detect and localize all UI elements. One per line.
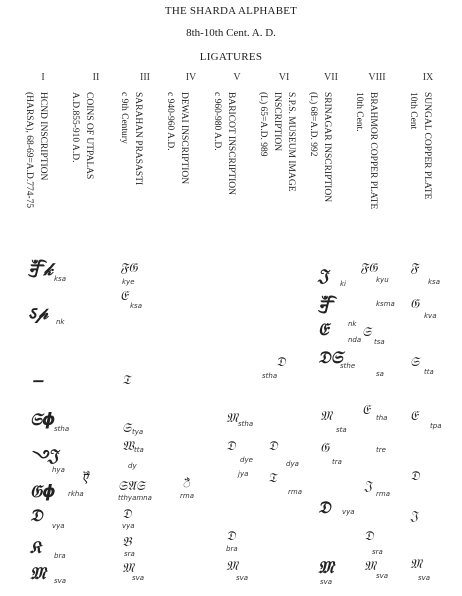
heading-line: A.D.855-910 A.D.	[70, 92, 80, 163]
transliteration-label: ksma	[376, 300, 395, 308]
ligature-glyph: ꣻ	[30, 376, 42, 396]
ligature-glyph: 𝔇	[122, 507, 132, 522]
heading-line: 10th Cent	[408, 92, 418, 130]
ligature-glyph: 𝔎	[30, 538, 42, 558]
ligature-glyph: 𝔅	[122, 535, 132, 550]
transliteration-label: sra	[372, 548, 383, 556]
heading-line: HCND INSCRIPTION	[38, 92, 48, 181]
ligature-glyph: 𝔐	[364, 559, 376, 574]
ligature-glyph: 𝔈	[318, 320, 329, 340]
transliteration-label: kye	[122, 278, 135, 286]
column-numeral: IV	[185, 72, 197, 83]
transliteration-label: kva	[424, 312, 437, 320]
ligature-glyph: 𝔇	[226, 439, 236, 454]
ligature-glyph: 𝔗	[122, 373, 131, 388]
transliteration-label: vya	[122, 522, 135, 530]
column-numeral: VII	[324, 72, 338, 83]
ligature-glyph: 𝔖ɸ	[30, 410, 56, 430]
transliteration-label: vya	[52, 522, 65, 530]
column-heading	[408, 92, 462, 200]
heading-line: (L) 65=A.D. 989	[258, 92, 268, 157]
transliteration-label: dya	[286, 460, 299, 468]
section-title: LIGATURES	[199, 51, 263, 63]
transliteration-label: rma	[376, 490, 390, 498]
ligature-glyph: 𝔉	[410, 261, 419, 276]
transliteration-label: sva	[236, 574, 249, 582]
ligature-glyph: 𝔇	[30, 506, 43, 526]
transliteration-label: vya	[342, 508, 355, 516]
ligature-glyph: 𝔐	[226, 559, 238, 574]
ligature-glyph: 𝔈	[362, 403, 370, 418]
heading-line: DEWAI INSCRIPTION	[179, 92, 189, 185]
ligature-glyph: 𝔇	[410, 469, 420, 484]
ligature-glyph: ꣼𝔍	[30, 446, 59, 466]
transliteration-label: sva	[132, 574, 145, 582]
ligature-glyph: 𝔊ɸ	[30, 482, 56, 502]
heading-line: (L) 68=A.D. 992	[308, 92, 318, 157]
column-numeral: V	[233, 72, 241, 83]
transliteration-label: stha	[262, 372, 278, 380]
column-numeral: I	[41, 72, 45, 83]
transliteration-label: sa	[376, 370, 384, 378]
transliteration-label: ki	[340, 280, 346, 288]
ligature-glyph: 𝔍	[318, 266, 329, 286]
page-title: THE SHARDA ALPHABET	[164, 5, 298, 17]
transliteration-label: hya	[52, 466, 65, 474]
transliteration-label: sva	[320, 578, 333, 586]
transliteration-label: tta	[134, 446, 144, 454]
transliteration-label: sva	[54, 577, 67, 585]
transliteration-label: sta	[336, 426, 347, 434]
transliteration-label: ksa	[130, 302, 142, 310]
ligature-glyph: 𝔇𝔖	[318, 348, 343, 368]
ligature-glyph: 𝔖𝔄𝔖	[118, 479, 145, 494]
heading-line: SARAHAN PRASASTI	[133, 92, 143, 186]
transliteration-label: rma	[288, 488, 302, 496]
transliteration-label: tta	[424, 368, 434, 376]
transliteration-label: ksa	[428, 278, 440, 286]
heading-line: SRINAGAR INSCRIPTION	[322, 92, 332, 203]
transliteration-label: jya	[238, 470, 249, 478]
heading-line: S.P.S. MUSEUM IMAGE	[286, 92, 296, 192]
transliteration-label: kyu	[376, 276, 389, 284]
transliteration-label: dy	[128, 462, 137, 470]
ligature-glyph: 𝔉𝔊	[120, 261, 138, 276]
ligature-glyph: 𝔈	[410, 409, 418, 424]
transliteration-label: sva	[376, 572, 389, 580]
transliteration-label: stha	[238, 420, 254, 428]
ligature-glyph: ꣽ𝓀	[28, 260, 53, 280]
ligature-glyph: 𝔐	[320, 409, 332, 424]
transliteration-label: sva	[418, 574, 431, 582]
transliteration-label: nk	[56, 318, 65, 326]
ligature-glyph: ऽ𝓅	[28, 304, 49, 324]
ligature-glyph: ꣾ	[82, 471, 88, 486]
heading-line: COINS OF UTPALAS	[84, 92, 94, 180]
ligature-glyph: 𝔇	[276, 355, 286, 370]
ligature-glyph: 𝔇	[318, 498, 331, 518]
transliteration-label: stha	[54, 425, 70, 433]
transliteration-label: bra	[54, 552, 66, 560]
heading-line: BRAHMOR COPPER PLATE	[368, 92, 378, 210]
transliteration-label: tya	[132, 428, 144, 436]
ligature-glyph: 𝔇	[226, 529, 236, 544]
ligature-glyph: 𝔐	[122, 561, 134, 576]
transliteration-label: nda	[348, 336, 362, 344]
heading-line: c 9th Century	[119, 92, 129, 144]
ligature-glyph: 𝔗	[268, 471, 277, 486]
heading-line: SUNGAL COPPER PLATE	[422, 92, 432, 200]
column-numeral: III	[140, 72, 150, 83]
transliteration-label: tpa	[430, 422, 442, 430]
ligature-glyph: 𝔖	[362, 325, 372, 340]
transliteration-label: tra	[332, 458, 342, 466]
heading-line: c 940-960 A.D.	[165, 92, 175, 151]
transliteration-label: rkha	[68, 490, 84, 498]
heading-line: (HARSA), 68-69=A.D.774-75	[24, 92, 34, 209]
column-numeral: VIII	[368, 72, 386, 83]
ligature-glyph: 𝔍	[364, 479, 372, 494]
transliteration-label: tha	[376, 414, 388, 422]
transliteration-label: tsa	[374, 338, 385, 346]
ligature-glyph: 𝔐	[318, 558, 334, 578]
transliteration-label: nk	[348, 320, 357, 328]
transliteration-label: sthe	[340, 362, 356, 370]
ligature-glyph: 𝔐	[410, 557, 422, 572]
ligature-glyph: ꣿ	[182, 477, 190, 492]
transliteration-label: tre	[376, 446, 386, 454]
ligature-glyph: 𝔖	[122, 421, 132, 436]
transliteration-label: dye	[240, 456, 253, 464]
ligature-glyph: 𝔊	[320, 441, 330, 456]
heading-line: INSCRIPTION	[272, 92, 282, 152]
ligature-glyph: 𝔊	[410, 297, 420, 312]
column-numeral: VI	[278, 72, 290, 83]
ligature-glyph: 𝔐	[30, 564, 46, 584]
heading-line: 10th Cent.	[354, 92, 364, 132]
transliteration-label: ksa	[54, 275, 66, 283]
ligature-glyph: ꣽ	[318, 296, 334, 316]
ligature-glyph: 𝔇	[364, 529, 374, 544]
ligature-glyph: 𝔐	[226, 411, 238, 426]
ligature-glyph: 𝔉𝔊	[360, 261, 378, 276]
ligature-glyph: 𝔈	[120, 289, 128, 304]
ligature-glyph: 𝔖	[410, 355, 420, 370]
column-numeral: II	[92, 72, 100, 83]
ligature-glyph: 𝔇	[268, 439, 278, 454]
column-numeral: IX	[422, 72, 434, 83]
heading-line: c 960-980 A.D.	[212, 92, 222, 151]
heading-line: BARICOT INSCRIPTION	[226, 92, 236, 196]
transliteration-label: bra	[226, 545, 238, 553]
transliteration-label: sra	[124, 550, 135, 558]
transliteration-label: tthyamna	[118, 494, 152, 502]
period-subtitle: 8th-10th Cent. A. D.	[186, 27, 276, 39]
ligature-glyph: 𝔚	[122, 439, 134, 454]
transliteration-label: rma	[180, 492, 194, 500]
ligature-glyph: 𝔍	[410, 509, 418, 524]
